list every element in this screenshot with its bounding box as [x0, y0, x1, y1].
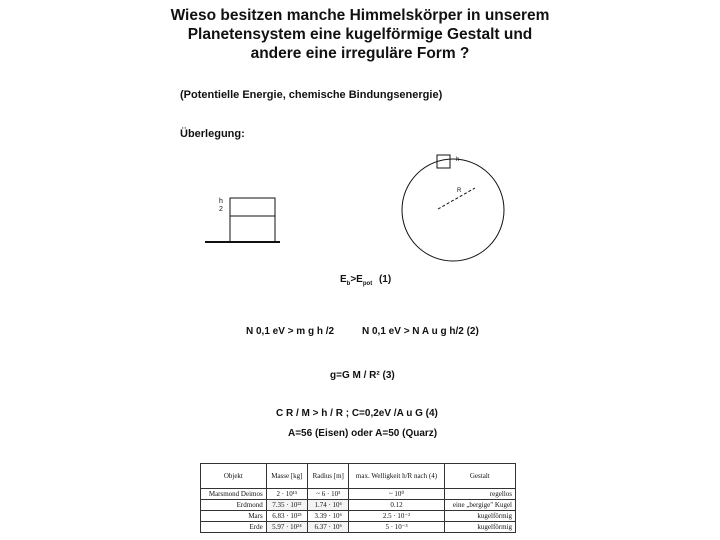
equation-2-right: N 0,1 eV > N A u g h/2 (2) — [362, 326, 479, 337]
equation-3: g=G M / R² (3) — [330, 370, 395, 381]
table-row: Mars 6.83 · 10²³ 3.39 · 10⁶ 2.5 · 10⁻² kugelförmig — [201, 511, 516, 522]
header-gestalt: Gestalt — [444, 464, 515, 489]
page-title: Wieso besitzen manche Himmelskörper in unserem Planetensystem eine kugelförmige Gestalt und andere eine irreguläre Form ? — [170, 7, 550, 62]
table-row: Erde 5.97 · 10²⁴ 6.37 · 10⁶ 5 · 10⁻³ kugelförmig — [201, 522, 516, 533]
box-upper — [230, 198, 275, 216]
equation-5: A=56 (Eisen) oder A=50 (Quarz) — [288, 428, 438, 439]
radius-label: R — [457, 188, 462, 194]
section-label: Überlegung: — [180, 128, 245, 140]
sphere-figure — [395, 150, 515, 265]
equation-1: $E_b>E_{pot}$ (1) — [340, 274, 392, 287]
header-masse: Masse [kg] — [266, 464, 307, 489]
stacked-boxes-figure — [205, 188, 285, 248]
box-lower — [230, 216, 275, 242]
header-radius: Radius [m] — [308, 464, 349, 489]
equation-2-left: N 0,1 eV > m g h /2 — [246, 326, 335, 337]
table-row: Erdmond 7.35 · 10²² 1.74 · 10⁶ 0.12 eine „bergige" Kugel — [201, 500, 516, 511]
box-height-label: h — [219, 198, 223, 205]
box-height-label-denominator: 2 — [219, 206, 223, 213]
subtitle: (Potentielle Energie, chemische Bindungsenergie) — [180, 89, 443, 101]
bodies-table — [200, 463, 516, 533]
sphere-outline — [402, 159, 504, 261]
table-row: Marsmond Deimos 2 · 10¹⁵ ~ 6 · 10³ ~ 10⁰ regellos — [201, 489, 516, 500]
equation-4: C R / M > h / R ; C=0,2eV /A u G (4) — [276, 408, 438, 419]
header-welligkeit: max. Welligkeit h/R nach (4) — [349, 464, 444, 489]
square-height-label: h — [456, 157, 460, 163]
header-objekt: Objekt — [201, 464, 267, 489]
bump-square — [437, 155, 450, 168]
